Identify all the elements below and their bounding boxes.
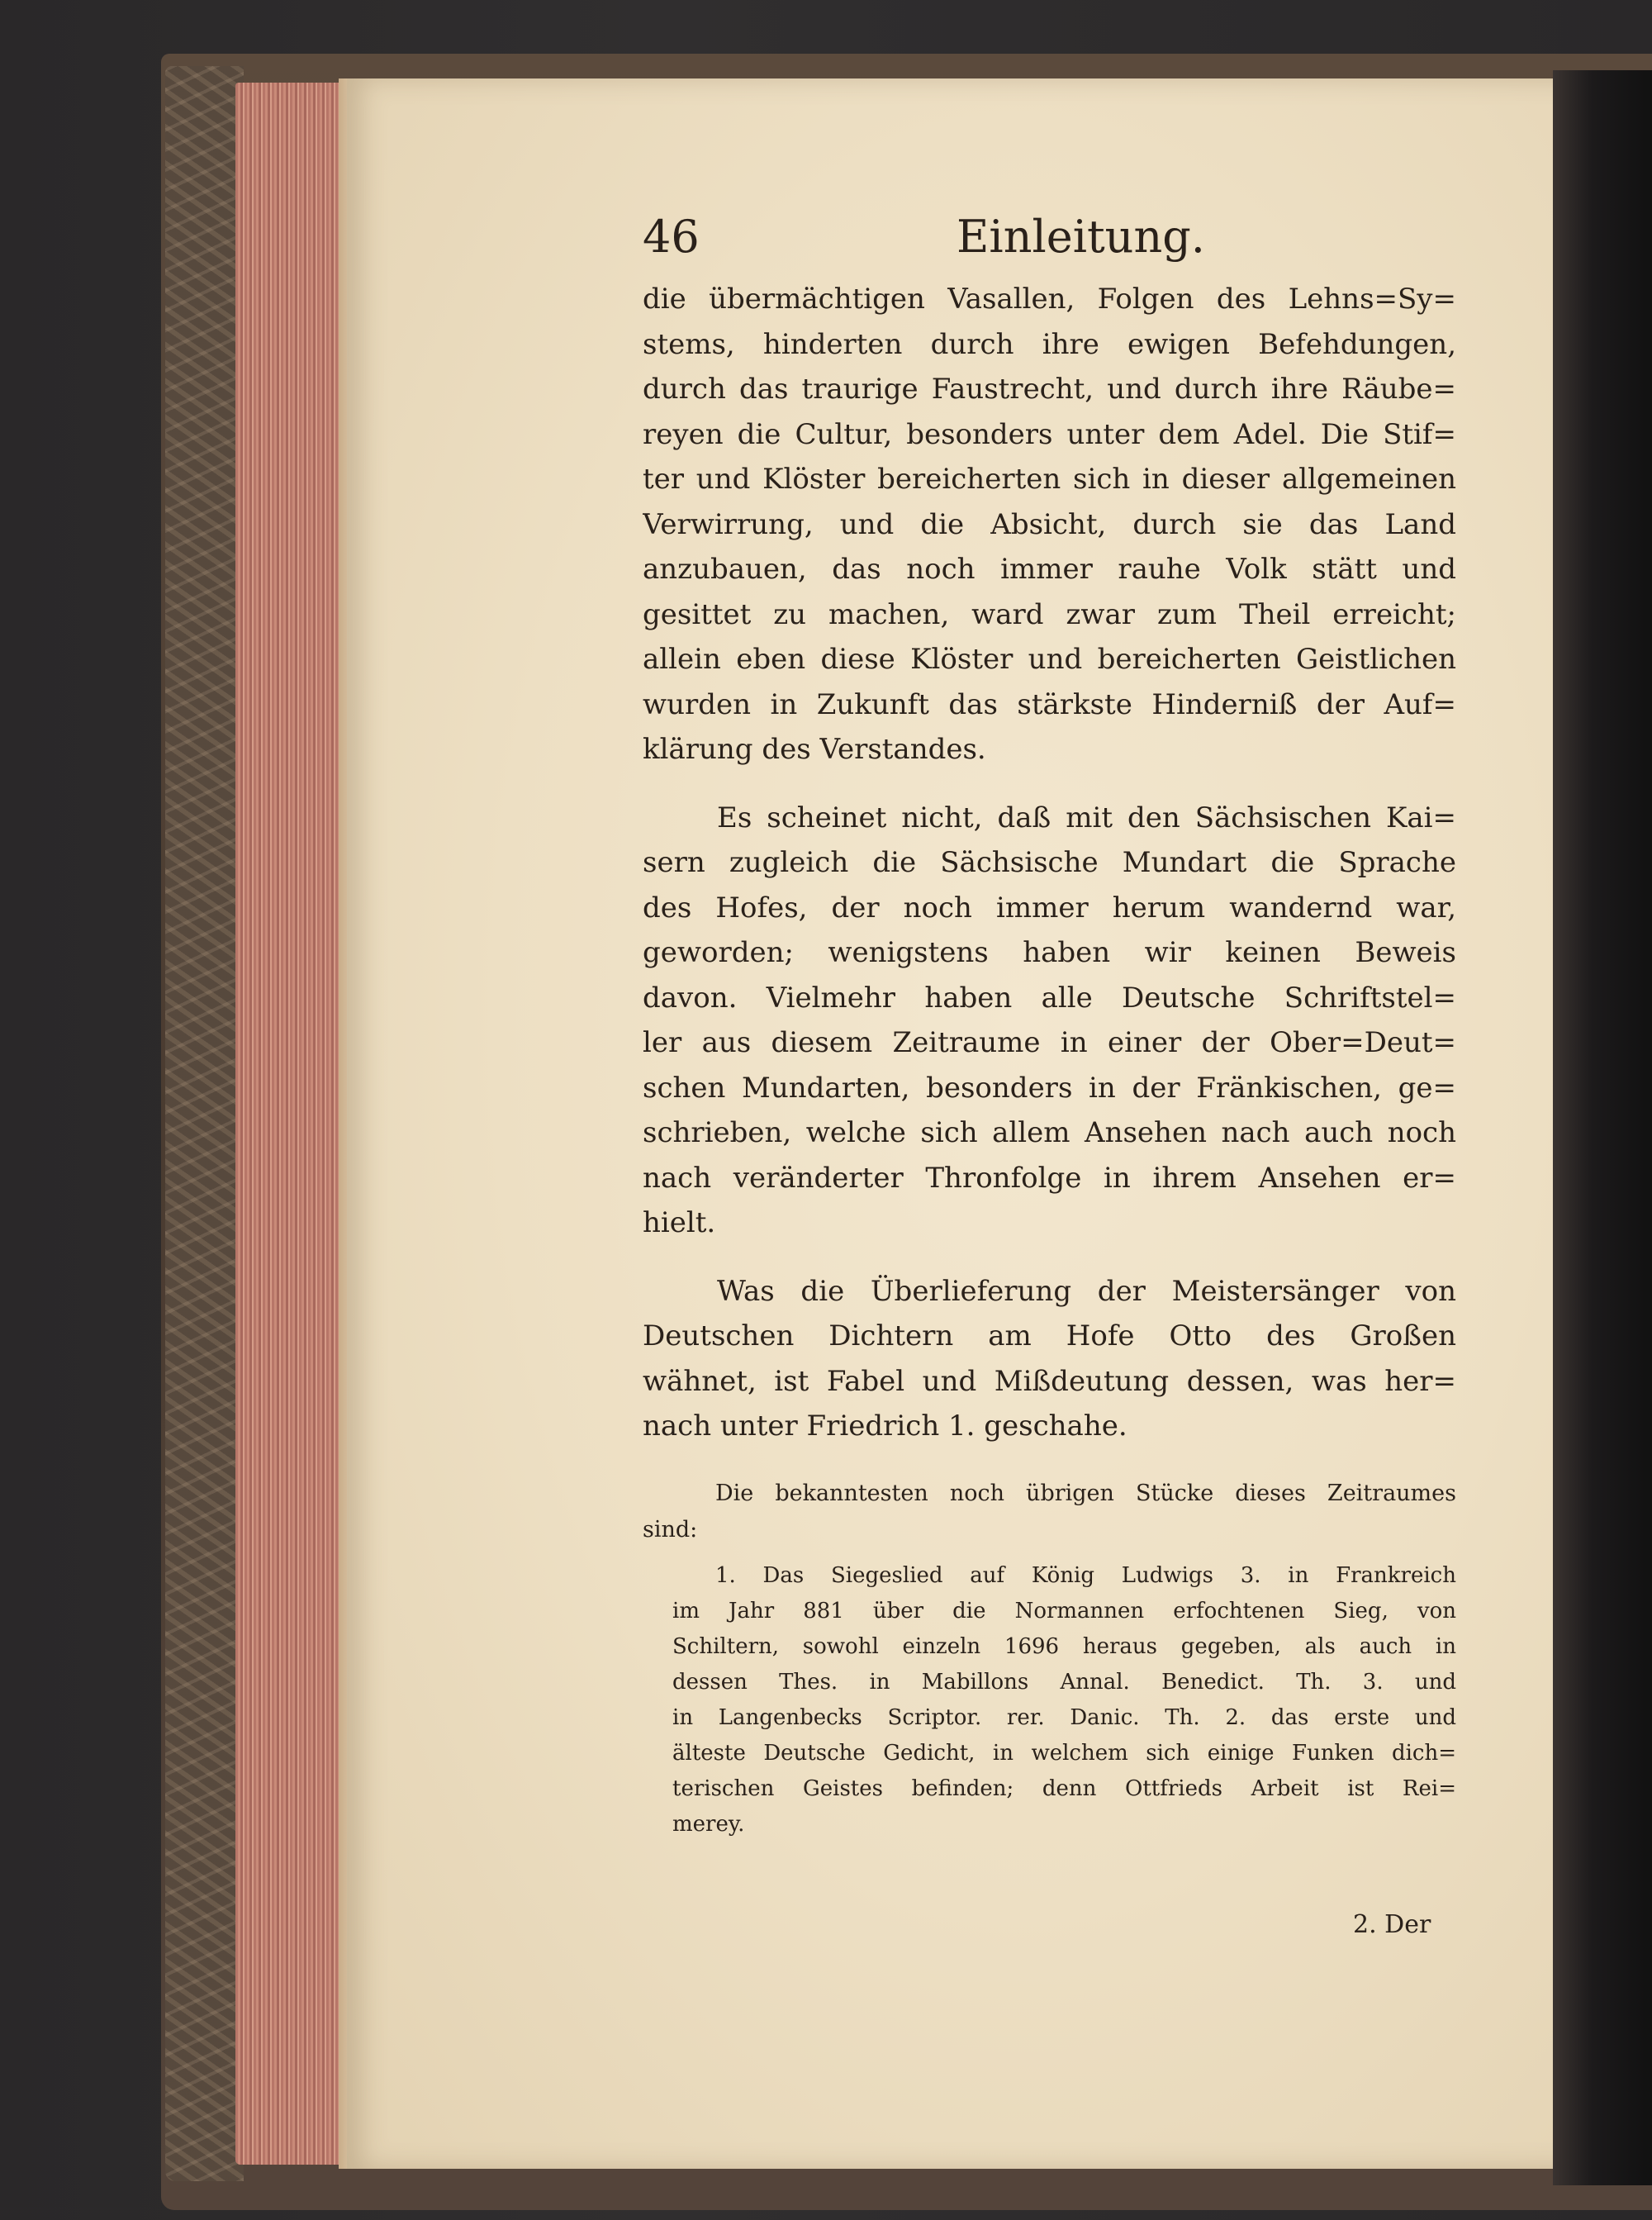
paragraph-3 xyxy=(643,1269,1456,1449)
text-line: sern zugleich die Sächsische Mundart die Sprache xyxy=(643,846,1456,879)
page-header xyxy=(643,211,1456,277)
note-line: 1. Das Siegeslied auf König Ludwigs 3. in Frankreich xyxy=(715,1562,1456,1588)
catchword: 2. Der xyxy=(1353,1910,1431,1939)
text-line: schrieben, welche sich allem Ansehen nach auch noch xyxy=(643,1116,1456,1149)
text-line: davon. Vielmehr haben alle Deutsche Schriftstel= xyxy=(643,981,1456,1015)
text-line: nach veränderter Thronfolge in ihrem Ansehen er= xyxy=(643,1161,1456,1195)
running-title: Einleitung. xyxy=(957,211,1205,263)
text-line: des Hofes, der noch immer herum wandernd war, xyxy=(643,891,1456,925)
text-line: Was die Überlieferung der Meistersänger von xyxy=(717,1274,1456,1308)
right-page-fold xyxy=(1553,70,1652,2185)
text-line: die übermächtigen Vasallen, Folgen des Lehns=Sy= xyxy=(643,283,1456,316)
paragraph-2 xyxy=(643,796,1456,1246)
page-edges xyxy=(235,83,351,2165)
text-line: hielt. xyxy=(643,1206,716,1239)
note-line: terischen Geistes befinden; denn Ottfrieds Arbeit ist Rei= xyxy=(672,1776,1456,1801)
text-line: stems, hinderten durch ihre ewigen Befehdungen, xyxy=(643,327,1456,361)
text-line: allein eben diese Klöster und bereicherten Geistlichen xyxy=(643,643,1456,676)
footnote-intro xyxy=(643,1476,1456,1548)
text-line: gesittet zu machen, ward zwar zum Theil erreicht; xyxy=(643,597,1456,631)
text-line: ler aus diesem Zeitraume in einer der Ober=Deut= xyxy=(643,1026,1456,1059)
note-line: Die bekanntesten noch übrigen Stücke dieses Zeitraumes xyxy=(715,1480,1456,1506)
text-line: Deutschen Dichtern am Hofe Otto des Großen xyxy=(643,1319,1456,1352)
note-line: sind: xyxy=(643,1516,698,1543)
text-line: wurden in Zukunft das stärkste Hinderniß der Auf= xyxy=(643,687,1456,721)
note-line: in Langenbecks Scriptor. rer. Danic. Th. 2. das erste und xyxy=(672,1704,1456,1730)
text-line: anzubauen, das noch immer rauhe Volk stätt und xyxy=(643,553,1456,586)
text-line: Verwirrung, und die Absicht, durch sie das Land xyxy=(643,507,1456,541)
text-line: reyen die Cultur, besonders unter dem Adel. Die Stif= xyxy=(643,417,1456,451)
text-line: schen Mundarten, besonders in der Fränkischen, ge= xyxy=(643,1071,1456,1105)
text-line: ter und Klöster bereicherten sich in dieser allgemeinen xyxy=(643,463,1456,496)
note-line: älteste Deutsche Gedicht, in welchem sich einige Funken dich= xyxy=(672,1740,1456,1766)
page-number: 46 xyxy=(643,211,700,263)
text-line: durch das traurige Faustrecht, und durch ihre Räube= xyxy=(643,373,1456,406)
text-line: wähnet, ist Fabel und Mißdeutung dessen, was her= xyxy=(643,1364,1456,1398)
text-line: geworden; wenigstens haben wir keinen Beweis xyxy=(643,936,1456,969)
note-line: merey. xyxy=(672,1811,745,1837)
marbled-cover-edge xyxy=(165,66,244,2181)
text-line: Es scheinet nicht, daß mit den Sächsischen Kai= xyxy=(717,801,1456,834)
note-line: dessen Thes. in Mabillons Annal. Benedict. Th. 3. und xyxy=(672,1669,1456,1695)
text-line: nach unter Friedrich 1. geschahe. xyxy=(643,1409,1127,1443)
text-line: klärung des Verstandes. xyxy=(643,733,986,766)
page-text-block xyxy=(643,211,1456,1842)
footnote-item-1 xyxy=(643,1558,1456,1842)
paragraph-1 xyxy=(643,277,1456,772)
note-line: Schiltern, sowohl einzeln 1696 heraus gegeben, als auch in xyxy=(672,1633,1456,1659)
note-line: im Jahr 881 über die Normannen erfochtenen Sieg, von xyxy=(672,1598,1456,1623)
